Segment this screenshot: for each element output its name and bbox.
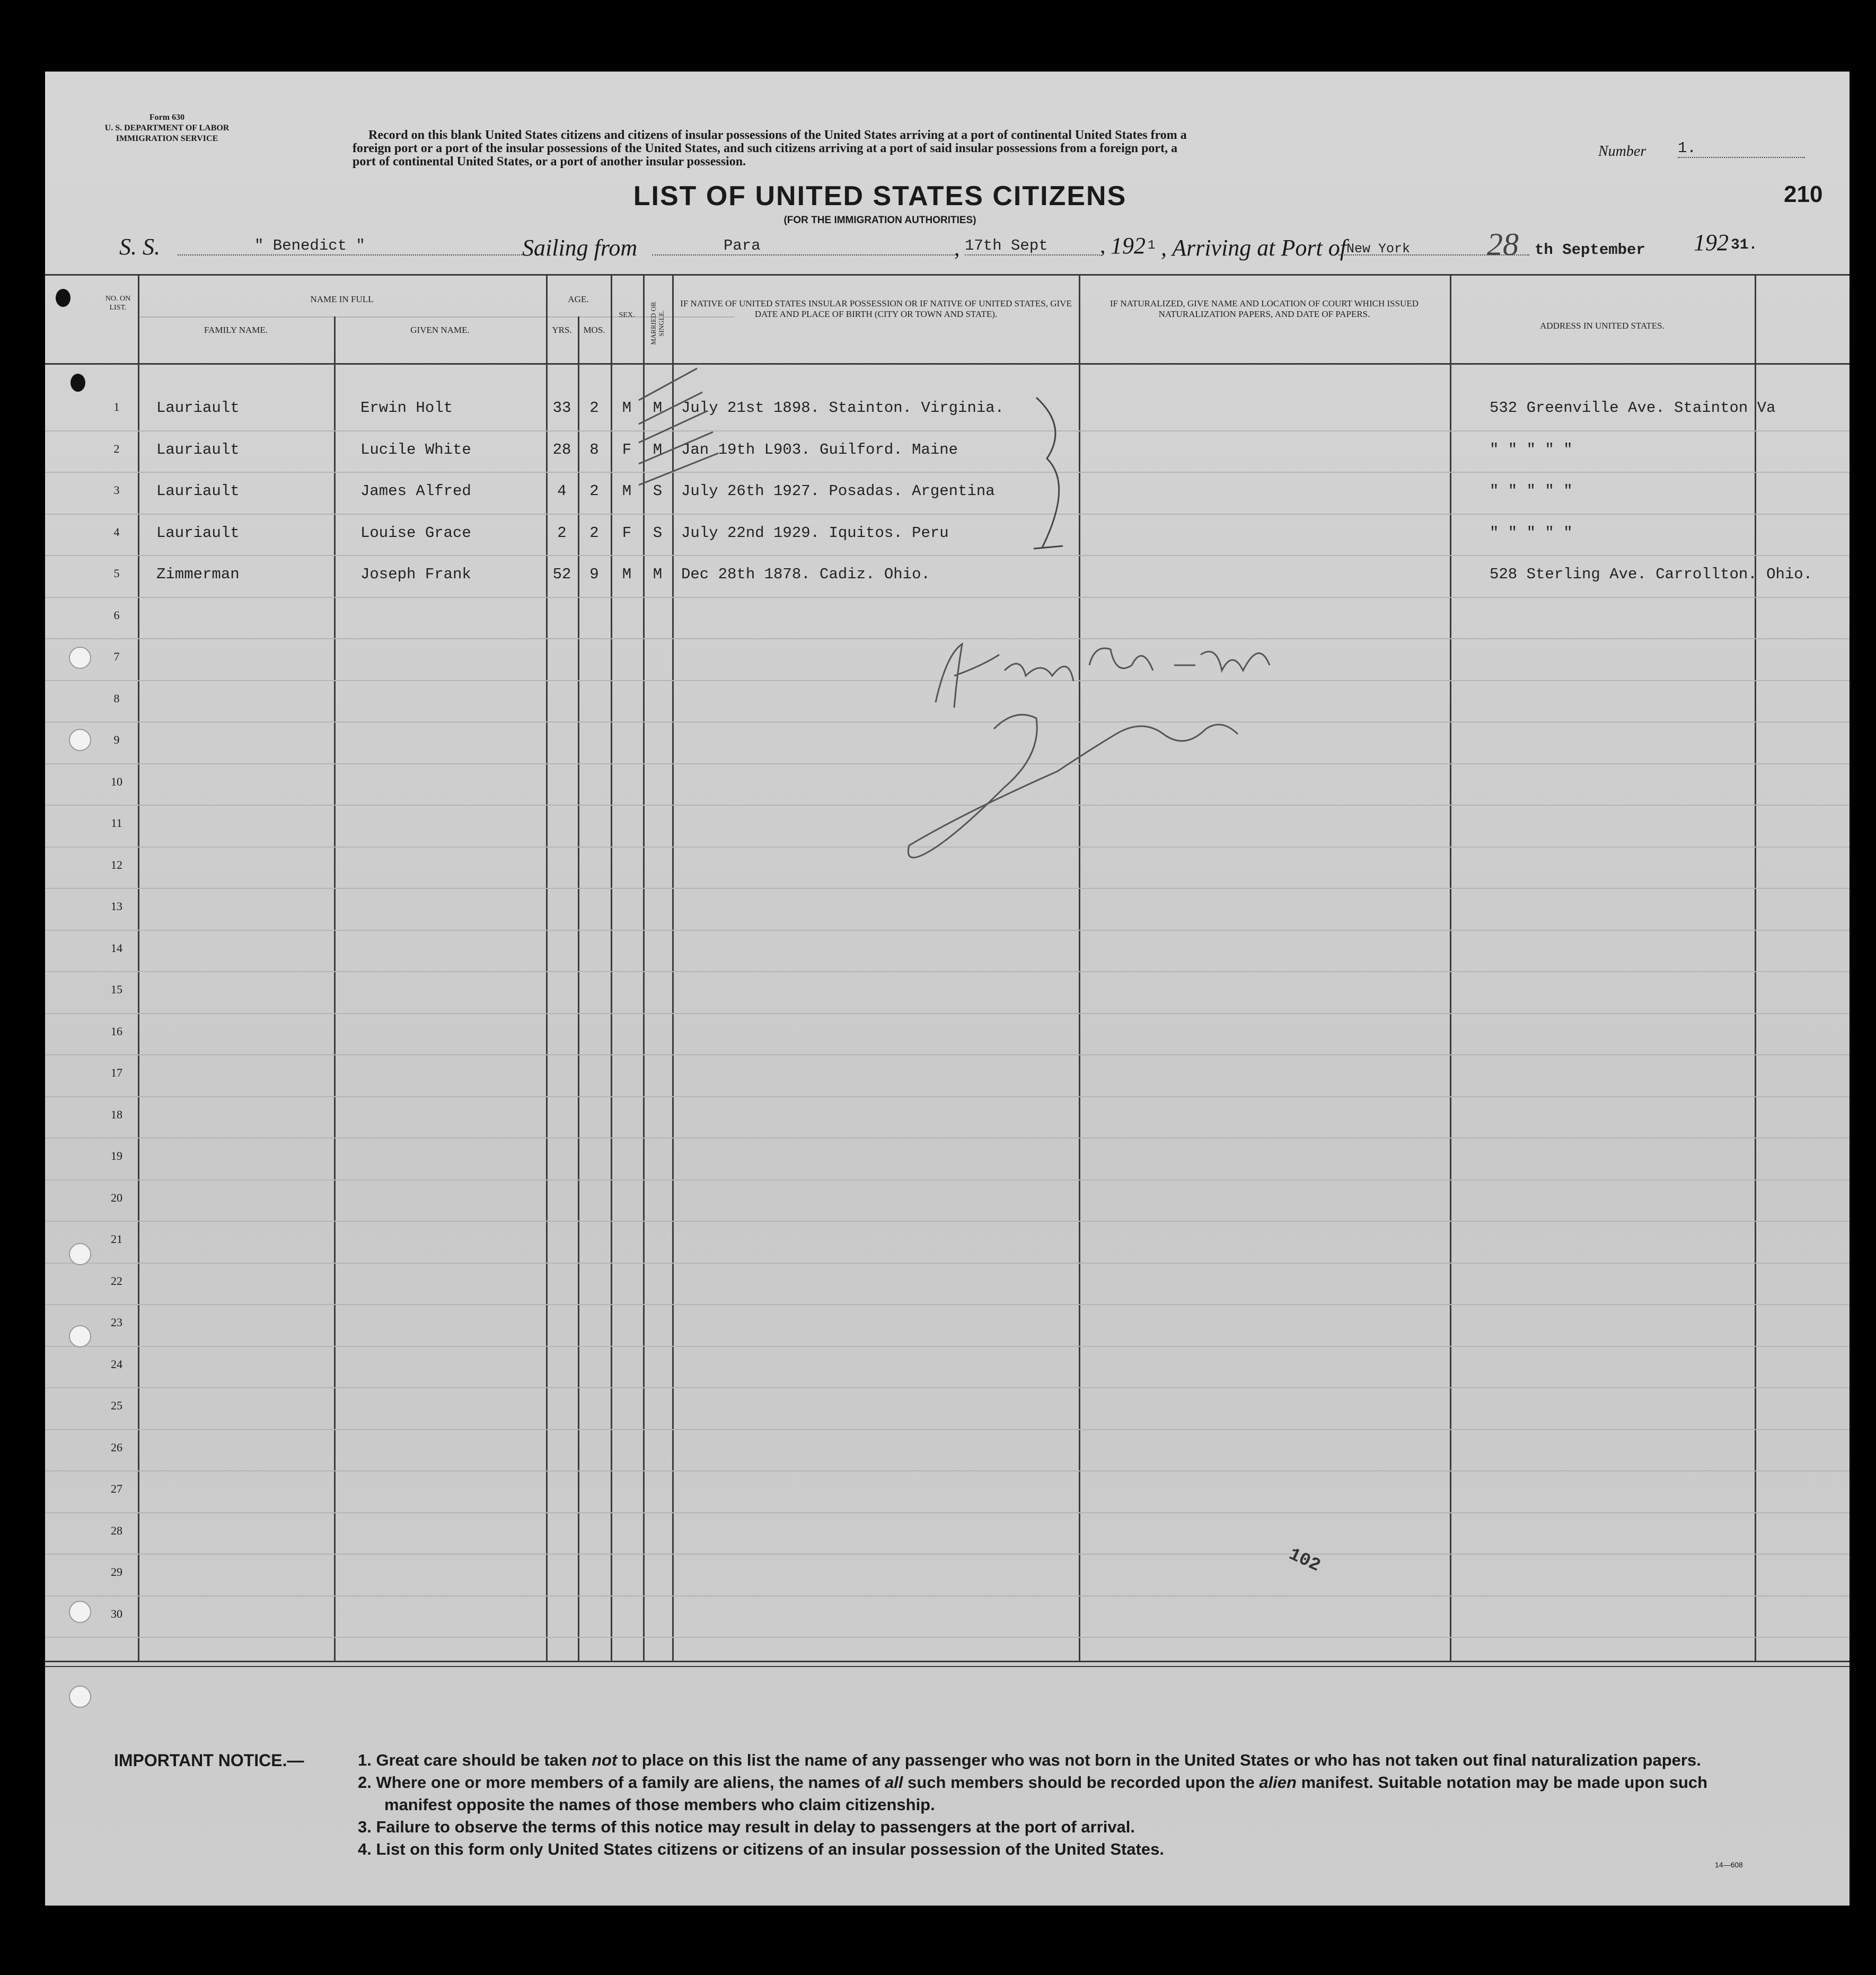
- row-number: 5: [113, 567, 120, 580]
- row-number: 23: [111, 1316, 122, 1329]
- table-bottom-border-2: [45, 1666, 1849, 1667]
- table-row: [45, 1222, 1849, 1264]
- cell-yrs: 52: [552, 566, 571, 583]
- cell-sex: M: [622, 566, 632, 583]
- col-header-naturalized: IF NATURALIZED, GIVE NAME AND LOCATION OF COURT WHICH ISSUED NATURALIZATION PAPERS, AND DATE OF PAPERS.: [1109, 298, 1419, 319]
- table-row: [45, 1264, 1849, 1306]
- cell-family: Lauriault: [156, 524, 240, 542]
- dark-hole-mark: [71, 374, 85, 392]
- row-number: 21: [111, 1232, 122, 1246]
- cell-address: 528 Sterling Ave. Carrollton. Ohio.: [1490, 566, 1813, 583]
- cell-marital: S: [653, 524, 663, 542]
- punch-hole: [69, 1686, 91, 1708]
- record-instructions: [353, 129, 1604, 169]
- row-number: 11: [111, 816, 122, 830]
- arrival-date: th September: [1535, 241, 1645, 259]
- punch-hole: [69, 1601, 91, 1623]
- row-number: 29: [111, 1565, 122, 1579]
- notice-text: 1. Great care should be taken: [358, 1751, 592, 1769]
- manifest-sheet: [45, 72, 1849, 1906]
- cell-birth: July 22nd 1929. Iquitos. Peru: [681, 524, 949, 542]
- ship-name: " Benedict ": [254, 237, 365, 254]
- cell-birth: July 21st 1898. Stainton. Virginia.: [681, 399, 1005, 417]
- col-header-sex: SEX.: [619, 311, 635, 319]
- notice-text: to place on this list the name of any passenger who was not born in the United States or who has not taken out final naturalization papers.: [617, 1751, 1701, 1769]
- form-code: 14—608: [1715, 1861, 1743, 1869]
- table-row: [45, 473, 1849, 515]
- col-header-age: AGE.: [568, 294, 589, 304]
- ship-line: [178, 254, 522, 255]
- number-value: 1.: [1678, 139, 1805, 158]
- cell-marital: M: [653, 440, 663, 459]
- notice-item-3: 3. Failure to observe the terms of this notice may result in delay to passengers at the port of arrival.: [358, 1818, 1135, 1836]
- table-row: [45, 1388, 1849, 1430]
- table-row: [45, 431, 1849, 473]
- notice-emphasis: all: [885, 1773, 903, 1792]
- row-number: 17: [111, 1066, 122, 1079]
- row-number: 15: [111, 983, 122, 996]
- cell-given: Lucile White: [360, 440, 471, 459]
- notice-text: manifest. Suitable notation may be made upon such: [1296, 1773, 1708, 1792]
- col-header-marital: MARRIED OR SINGLE.: [649, 302, 665, 345]
- row-number: 20: [111, 1191, 122, 1204]
- arrival-port: New York: [1346, 241, 1411, 257]
- page-subtitle: (FOR THE IMMIGRATION AUTHORITIES): [783, 215, 976, 226]
- row-number: 4: [113, 525, 120, 539]
- row-number: 30: [111, 1607, 122, 1620]
- table-row: [45, 515, 1849, 557]
- cell-sex: F: [622, 524, 632, 542]
- table-row: [45, 1305, 1849, 1347]
- table-row: [45, 972, 1849, 1014]
- cell-family: Lauriault: [156, 399, 240, 417]
- cell-mos: 2: [589, 399, 599, 417]
- col-header-native: IF NATIVE OF UNITED STATES INSULAR POSSESSION OR IF NATIVE OF UNITED STATES, GIVE DATE AND PLACE OF BIRTH (CITY OR TOWN AND STATE).: [680, 298, 1072, 319]
- row-number: 3: [113, 483, 120, 497]
- cell-marital: S: [653, 482, 663, 500]
- number-label: Number: [1598, 143, 1646, 160]
- row-number: 24: [111, 1357, 122, 1371]
- row-number: 1: [113, 400, 120, 413]
- sailing-from-label: Sailing from: [522, 235, 638, 261]
- table-top-border: [45, 274, 1849, 276]
- comma: ,: [1100, 234, 1106, 258]
- cell-yrs: 2: [557, 524, 567, 542]
- page-number: 210: [1784, 181, 1823, 207]
- page-title: LIST OF UNITED STATES CITIZENS: [633, 181, 1127, 211]
- punch-hole: [69, 1243, 91, 1265]
- table-row: [45, 390, 1849, 431]
- table-row: [45, 1097, 1849, 1139]
- record-text-line: Record on this blank United States citizens and citizens of insular possessions of the United States arriving at a port of continental United States from a: [368, 128, 1187, 142]
- notice-item-2-cont: manifest opposite the names of those members who claim citizenship.: [384, 1795, 935, 1814]
- year-prefix-1: 192: [1111, 233, 1146, 259]
- cell-marital: M: [653, 566, 663, 583]
- row-number: 16: [111, 1024, 122, 1038]
- notice-line-1: [114, 1749, 1837, 1771]
- row-number: 22: [111, 1274, 122, 1288]
- row-rule: [45, 1637, 1849, 1638]
- stamp-number: 102: [1285, 1544, 1324, 1577]
- notice-item-4: 4. List on this form only United States citizens or citizens of an insular possession of the United States.: [358, 1840, 1164, 1858]
- cell-sex: M: [622, 482, 632, 500]
- row-number: 9: [113, 733, 120, 746]
- cell-family: Lauriault: [156, 482, 240, 500]
- cell-yrs: 33: [552, 399, 571, 417]
- row-number: 7: [113, 650, 120, 663]
- cell-sex: F: [622, 440, 632, 459]
- cell-marital: M: [653, 399, 663, 417]
- col-header-yrs: YRS.: [552, 325, 572, 335]
- row-number: 26: [111, 1440, 122, 1454]
- row-number: 10: [111, 774, 122, 788]
- cell-yrs: 4: [557, 482, 567, 500]
- punch-hole: [69, 1325, 91, 1347]
- punch-hole: [69, 647, 91, 669]
- cell-address: " " " " ": [1490, 440, 1573, 459]
- cell-family: Zimmerman: [156, 566, 240, 583]
- table-row: [45, 1055, 1849, 1097]
- cell-address: 532 Greenville Ave. Stainton Va: [1490, 399, 1776, 417]
- col-header-no: NO. ON LIST.: [105, 295, 131, 312]
- arrival-day-handwritten: 28: [1487, 227, 1519, 262]
- notice-item-1: [358, 1749, 1701, 1771]
- row-number: 18: [111, 1107, 122, 1121]
- ss-label: S. S.: [119, 234, 160, 260]
- cell-birth: July 26th 1927. Posadas. Argentina: [681, 482, 995, 500]
- cell-given: Louise Grace: [360, 524, 471, 542]
- cell-mos: 2: [589, 524, 599, 542]
- cell-mos: 8: [589, 440, 599, 459]
- cell-birth: Jan 19th L903. Guilford. Maine: [681, 440, 958, 459]
- row-number: 25: [111, 1399, 122, 1412]
- notice-heading: IMPORTANT NOTICE.—: [114, 1751, 304, 1770]
- cell-yrs: 28: [552, 440, 571, 459]
- cell-given: James Alfred: [360, 482, 471, 500]
- table-row: [45, 889, 1849, 931]
- table-row: [45, 1180, 1849, 1222]
- cell-birth: Dec 28th 1878. Cadiz. Ohio.: [681, 566, 930, 583]
- table-row: [45, 1471, 1849, 1513]
- notice-item-2: [114, 1771, 1837, 1794]
- inspector-signature: [867, 612, 1333, 888]
- col-header-family: FAMILY NAME.: [204, 325, 268, 335]
- row-number: 12: [111, 858, 122, 871]
- row-number: 6: [113, 608, 120, 622]
- table-row: [45, 1139, 1849, 1180]
- form-id-block: [93, 112, 241, 144]
- col-header-given: GIVEN NAME.: [410, 325, 470, 335]
- check-marks: [623, 363, 761, 554]
- dark-hole-mark: [56, 289, 71, 307]
- manifest-rows: [45, 363, 1849, 1661]
- row-number: 27: [111, 1482, 122, 1495]
- table-row: [45, 1430, 1849, 1472]
- cell-mos: 2: [589, 482, 599, 500]
- table-row: [45, 1513, 1849, 1555]
- department-name: U. S. DEPARTMENT OF LABOR: [104, 124, 230, 133]
- name-subhead-rule: [138, 316, 734, 318]
- cell-sex: M: [622, 399, 632, 417]
- bracket-mark: [1031, 395, 1095, 554]
- notice-text: such members should be recorded upon the: [903, 1773, 1260, 1792]
- from-port-line: [652, 254, 957, 255]
- cell-family: Lauriault: [156, 440, 240, 459]
- table-row: [45, 556, 1849, 598]
- col-header-address: ADDRESS IN UNITED STATES.: [1540, 321, 1664, 331]
- cell-given: Erwin Holt: [360, 399, 453, 417]
- cell-mos: 9: [589, 566, 599, 583]
- comma: ,: [954, 236, 960, 261]
- table-row: [45, 1347, 1849, 1389]
- depart-date: 17th Sept: [965, 237, 1100, 255]
- record-text-line: foreign port or a port of the insular possessions of the United States, and such citizens arriving at a port of said insular possessions from a foreign port, a: [353, 142, 1178, 155]
- cell-address: " " " " ": [1490, 524, 1573, 542]
- cell-given: Joseph Frank: [360, 566, 471, 583]
- notice-emphasis: alien: [1259, 1773, 1297, 1792]
- arriving-label: , Arriving at Port of: [1161, 235, 1346, 261]
- year-suffix-1: 1: [1148, 239, 1156, 253]
- row-number: 13: [111, 900, 122, 913]
- table-row: [45, 931, 1849, 973]
- table-row: [45, 1555, 1849, 1597]
- punch-hole: [69, 729, 91, 751]
- notice-emphasis: not: [592, 1751, 618, 1769]
- row-number: 19: [111, 1149, 122, 1162]
- year-suffix-2: 31.: [1731, 237, 1758, 253]
- service-name: IMMIGRATION SERVICE: [116, 134, 218, 143]
- notice-text: 2. Where one or more members of a family are aliens, the names of: [358, 1773, 885, 1792]
- table-row: [45, 1597, 1849, 1638]
- row-number: 28: [111, 1523, 122, 1537]
- col-header-mos: MOS.: [583, 325, 605, 335]
- row-number: 8: [113, 691, 120, 705]
- table-row: [45, 1014, 1849, 1056]
- row-number: 14: [111, 941, 122, 955]
- important-notice: [114, 1749, 1837, 1861]
- from-port: Para: [724, 237, 761, 254]
- form-number: Form 630: [149, 113, 185, 122]
- row-number: 2: [113, 442, 120, 455]
- col-header-name: NAME IN FULL: [310, 294, 374, 304]
- cell-address: " " " " ": [1490, 482, 1573, 500]
- table-bottom-border: [45, 1661, 1849, 1662]
- year-prefix-2: 192: [1694, 230, 1729, 255]
- record-text-line: port of continental United States, or a port of another insular possession.: [353, 155, 746, 169]
